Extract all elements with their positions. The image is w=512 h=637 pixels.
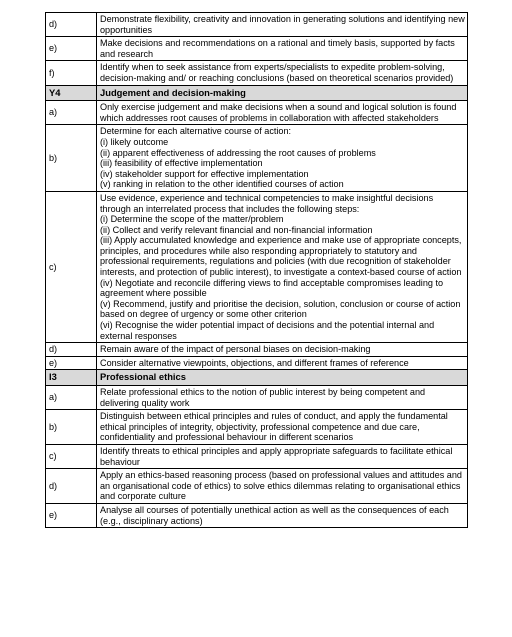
row-label: d) (46, 469, 97, 504)
table-row (46, 125, 468, 192)
row-label: d) (46, 343, 97, 357)
table-row (46, 37, 468, 61)
row-label: c) (46, 191, 97, 342)
table-row (46, 101, 468, 125)
table-row (46, 191, 468, 342)
table-row (46, 343, 468, 357)
table-row (46, 469, 468, 504)
table-row (46, 444, 468, 468)
section-header-row (46, 370, 468, 386)
competency-table (45, 12, 468, 528)
table-row (46, 503, 468, 527)
table-row (46, 356, 468, 370)
section-code: Y4 (46, 85, 97, 101)
row-text: Determine for each alternative course of action: (i) likely outcome (ii) apparent effectiveness of addressing the root causes of problems (iii) feasibility of effective implementation (iv) stakeholder support for effective implementation (v) ranking in relation to the other identified courses of action (97, 125, 468, 192)
row-label: b) (46, 125, 97, 192)
table-row (46, 410, 468, 445)
row-label: a) (46, 386, 97, 410)
section-code: I3 (46, 370, 97, 386)
row-text: Consider alternative viewpoints, objections, and different frames of reference (97, 356, 468, 370)
row-label: b) (46, 410, 97, 445)
row-label: e) (46, 356, 97, 370)
row-label: c) (46, 444, 97, 468)
row-text: Use evidence, experience and technical competencies to make insightful decisions through an interrelated process that includes the following steps: (i) Determine the scope of the matter/problem (ii) Collect and verify relevant financial and non-financial information (iii) Apply accumulated knowledge and experience and make use of appropriate concepts, principles, and procedures while also responding appropriately to statutory and professional requirements, regulations and policies (with due recognition of stakeholder interests, and protection of public interest), to investigate a context-based course of action (iv) Negotiate and reconcile differing views to find acceptable compromises leading to agreement where possible (v) Recommend, justify and prioritise the decision, solution, conclusion or course of action based on degree of urgency or some other criterion (vi) Recognise the wider potential impact of decisions and the potential internal and external responses (97, 191, 468, 342)
row-text: Identify when to seek assistance from experts/specialists to expedite problem-solving, decision-making and/ or reaching conclusions (based on theoretical scenarios provided) (97, 61, 468, 85)
row-text: Remain aware of the impact of personal biases on decision-making (97, 343, 468, 357)
row-label: e) (46, 37, 97, 61)
row-text: Identify threats to ethical principles and apply appropriate safeguards to facilitate ethical behaviour (97, 444, 468, 468)
row-text: Analyse all courses of potentially unethical action as well as the consequences of each (e.g., disciplinary actions) (97, 503, 468, 527)
row-text: Demonstrate flexibility, creativity and innovation in generating solutions and identifying new opportunities (97, 13, 468, 37)
row-label: a) (46, 101, 97, 125)
row-text: Apply an ethics-based reasoning process (based on professional values and attitudes and an organisational code of ethics) to solve ethics dilemmas relating to organisational ethics and corporate culture (97, 469, 468, 504)
row-label: e) (46, 503, 97, 527)
row-label: f) (46, 61, 97, 85)
row-label: d) (46, 13, 97, 37)
table-row (46, 13, 468, 37)
row-text: Relate professional ethics to the notion of public interest by being competent and delivering quality work (97, 386, 468, 410)
row-text: Only exercise judgement and make decisions when a sound and logical solution is found which addresses root causes of problems in collaboration with affected stakeholders (97, 101, 468, 125)
section-header-row (46, 85, 468, 101)
table-row (46, 386, 468, 410)
row-text: Distinguish between ethical principles and rules of conduct, and apply the fundamental ethical principles of integrity, objectivity, professional competence and due care, confidentiality and professional behaviour in different scenarios (97, 410, 468, 445)
table-row (46, 61, 468, 85)
row-text: Make decisions and recommendations on a rational and timely basis, supported by facts and research (97, 37, 468, 61)
section-title: Professional ethics (97, 370, 468, 386)
section-title: Judgement and decision-making (97, 85, 468, 101)
